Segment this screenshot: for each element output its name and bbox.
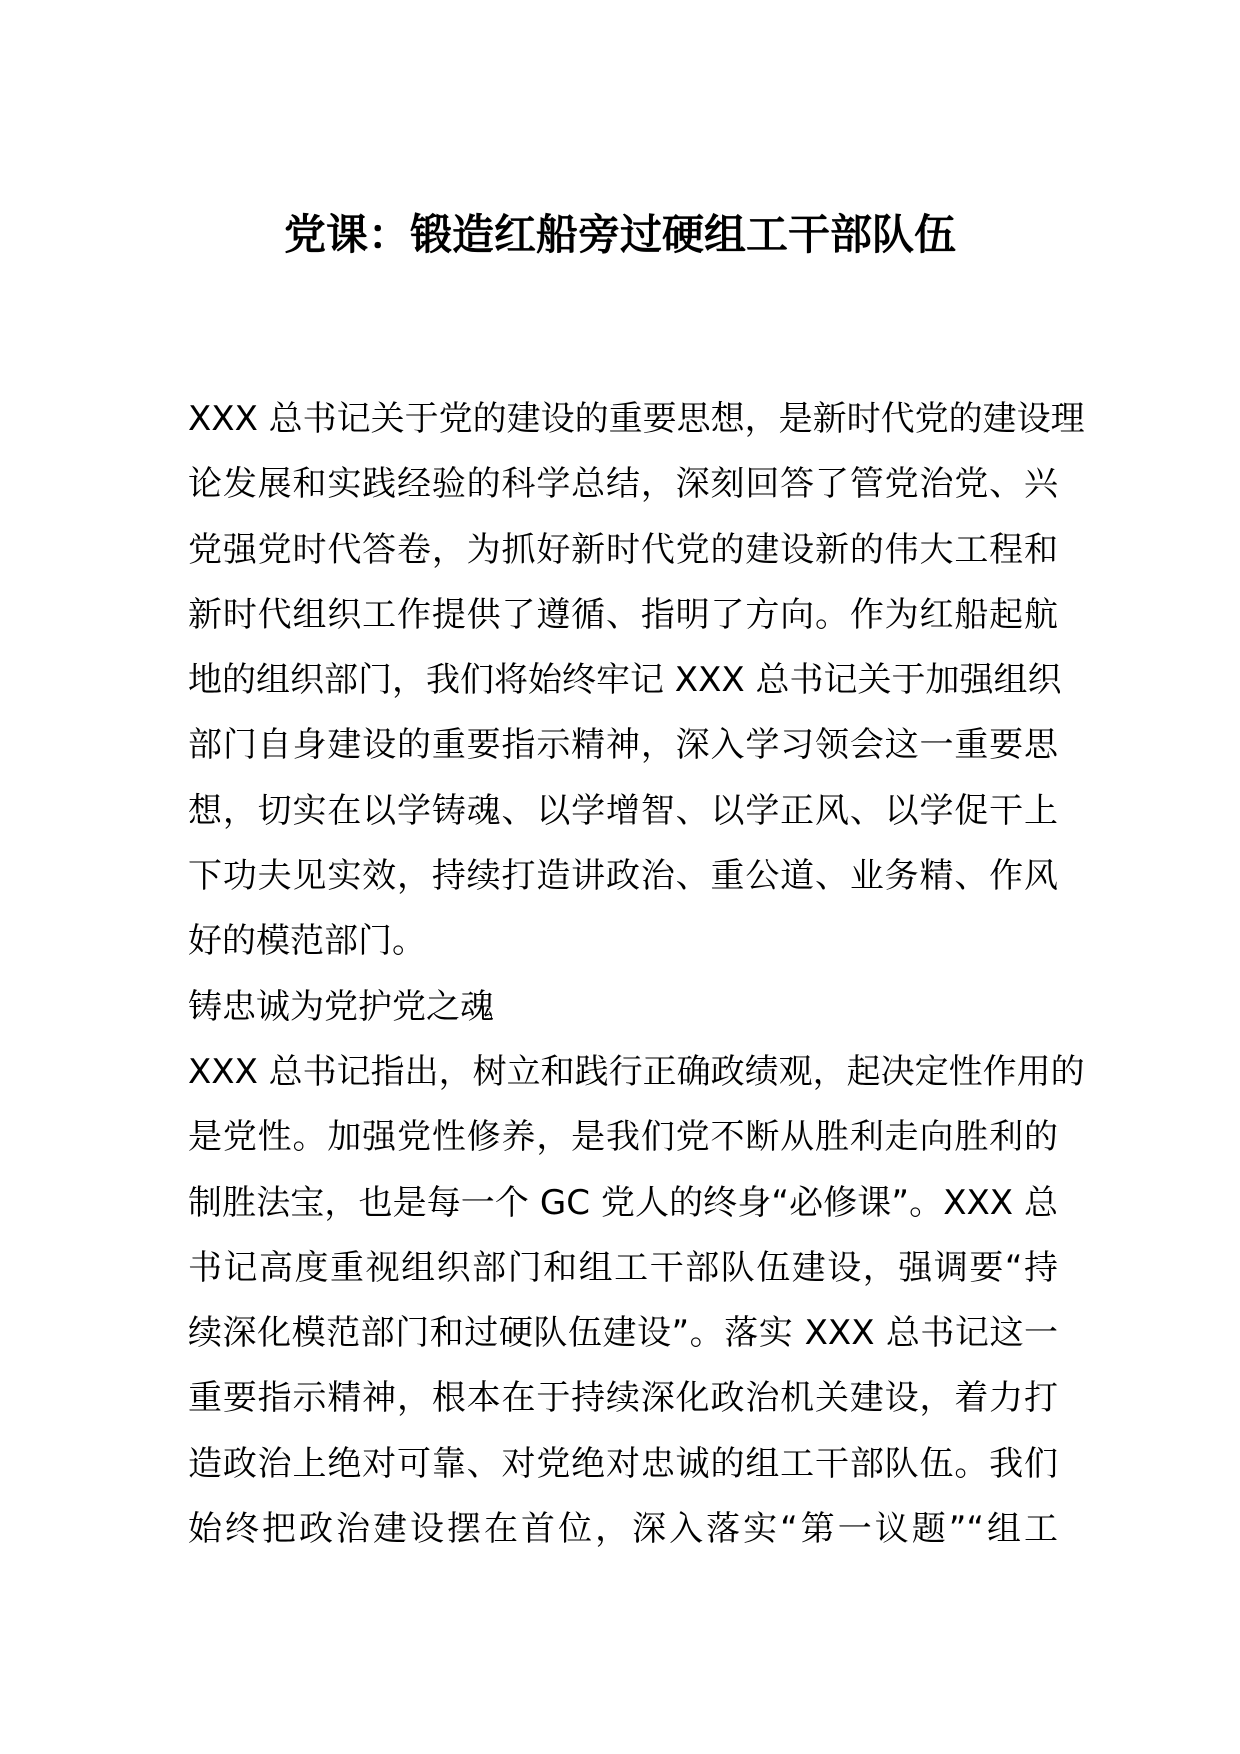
body-line: 党强党时代答卷，为抓好新时代党的建设新的伟大工程和 <box>188 529 1058 570</box>
body-line: 制胜法宝，也是每一个 GC 党人的终身“必修课”。XXX 总 <box>188 1182 1058 1223</box>
body-line: 续深化模范部门和过硬队伍建设”。落实 XXX 总书记这一 <box>188 1313 1058 1354</box>
body-line: 书记高度重视组织部门和组工干部队伍建设，强调要“持 <box>188 1247 1058 1288</box>
section-heading: 铸忠诚为党护党之魂 <box>188 986 494 1027</box>
body-line: XXX 总书记指出，树立和践行正确政绩观，起决定性作用的 <box>188 1051 1085 1092</box>
body-line: 好的模范部门。 <box>188 921 426 962</box>
body-line: 是党性。加强党性修养，是我们党不断从胜利走向胜利的 <box>188 1117 1058 1158</box>
body-line: 重要指示精神，根本在于持续深化政治机关建设，着力打 <box>188 1378 1058 1419</box>
body-line: 部门自身建设的重要指示精神，深入学习领会这一重要思 <box>188 725 1058 766</box>
document-title: 党课：锻造红船旁过硬组工干部队伍 <box>283 210 956 259</box>
body-line: 想，切实在以学铸魂、以学增智、以学正风、以学促干上 <box>188 790 1058 831</box>
body-line: 造政治上绝对可靠、对党绝对忠诚的组工干部队伍。我们 <box>188 1443 1058 1484</box>
body-line: 始终把政治建设摆在首位，深入落实“第一议题”“组工 <box>188 1509 1058 1550</box>
document-body <box>188 387 1085 1562</box>
body-line: 地的组织部门，我们将始终牢记 XXX 总书记关于加强组织 <box>188 660 1062 701</box>
body-line: 新时代组织工作提供了遵循、指明了方向。作为红船起航 <box>188 594 1058 635</box>
body-line: 下功夫见实效，持续打造讲政治、重公道、业务精、作风 <box>188 856 1058 897</box>
body-line: XXX 总书记关于党的建设的重要思想，是新时代党的建设理 <box>188 399 1085 439</box>
body-line: 论发展和实践经验的科学总结，深刻回答了管党治党、兴 <box>188 464 1058 505</box>
